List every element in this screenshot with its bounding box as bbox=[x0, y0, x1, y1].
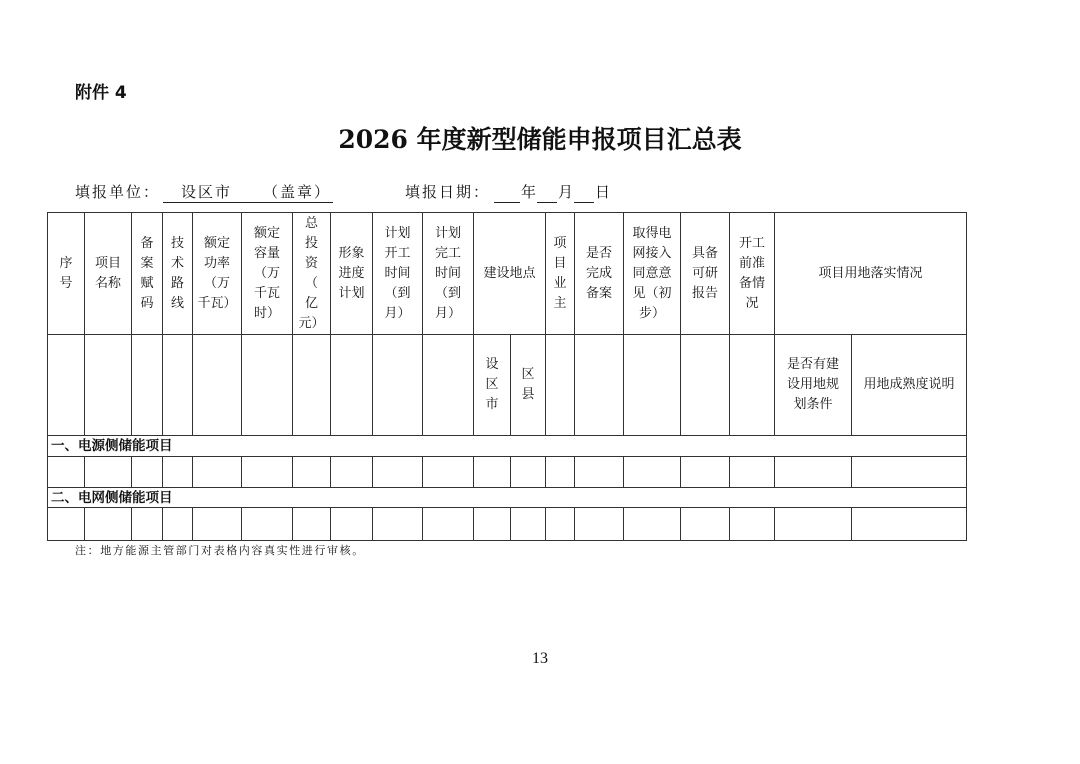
fill-year-unit: 年 bbox=[521, 183, 539, 201]
header-construction-site: 建设地点 bbox=[474, 213, 546, 335]
table-cell bbox=[624, 335, 681, 436]
table-cell bbox=[730, 335, 775, 436]
table-cell bbox=[48, 335, 85, 436]
table-cell bbox=[511, 508, 546, 541]
table-cell bbox=[132, 335, 163, 436]
table-cell bbox=[575, 508, 624, 541]
table-cell bbox=[423, 335, 474, 436]
table-cell bbox=[331, 335, 373, 436]
table-cell bbox=[242, 508, 293, 541]
project-summary-table bbox=[47, 212, 967, 541]
header-rated-capacity: 额定 容量 （万 千瓦 时） bbox=[242, 213, 293, 335]
fill-seal-note: （盖章） bbox=[263, 183, 332, 201]
section-row bbox=[48, 488, 967, 508]
table-cell bbox=[775, 508, 852, 541]
section-label-power-source: 一、电源侧储能项目 bbox=[48, 436, 967, 457]
table-cell bbox=[852, 457, 967, 488]
table-cell bbox=[85, 508, 132, 541]
table-cell bbox=[242, 335, 293, 436]
fill-date-label: 填报日期： bbox=[405, 183, 491, 201]
table-cell bbox=[852, 508, 967, 541]
table-cell bbox=[681, 335, 730, 436]
table-cell bbox=[193, 335, 242, 436]
table-note: 注：地方能源主管部门对表格内容真实性进行审核。 bbox=[75, 544, 365, 557]
table-cell bbox=[511, 457, 546, 488]
subheader-land-planning-conditions: 是否有建 设用地规 划条件 bbox=[775, 335, 852, 436]
header-pre-construction: 开工 前准 备情 况 bbox=[730, 213, 775, 335]
table-cell bbox=[474, 508, 511, 541]
table-row bbox=[48, 457, 967, 488]
table-cell bbox=[193, 457, 242, 488]
table-cell bbox=[193, 508, 242, 541]
header-planned-completion: 计划 完工 时间 （到 月） bbox=[423, 213, 474, 335]
table-cell bbox=[163, 457, 193, 488]
table-cell bbox=[423, 457, 474, 488]
header-planned-start: 计划 开工 时间 （到 月） bbox=[373, 213, 423, 335]
header-progress-plan: 形象 进度 计划 bbox=[331, 213, 373, 335]
fill-unit-label: 填报单位： bbox=[75, 183, 161, 201]
table-cell bbox=[132, 508, 163, 541]
header-technology-route: 技 术 路 线 bbox=[163, 213, 193, 335]
header-filing-completed: 是否 完成 备案 bbox=[575, 213, 624, 335]
table-cell bbox=[546, 457, 575, 488]
attachment-label: 附件 4 bbox=[75, 83, 127, 103]
table-cell bbox=[48, 457, 85, 488]
table-subheader-row bbox=[48, 335, 967, 436]
header-filing-code: 备 案 赋 码 bbox=[132, 213, 163, 335]
subheader-city: 设 区 市 bbox=[474, 335, 511, 436]
fill-day-unit: 日 bbox=[595, 183, 613, 201]
table-cell bbox=[624, 457, 681, 488]
fill-month-blank bbox=[537, 182, 557, 203]
table-cell bbox=[681, 508, 730, 541]
fill-year-blank bbox=[494, 182, 520, 203]
table-cell bbox=[681, 457, 730, 488]
fill-month-unit: 月 bbox=[558, 183, 576, 201]
table-cell bbox=[423, 508, 474, 541]
table-cell bbox=[293, 457, 331, 488]
fill-day-blank bbox=[574, 182, 594, 203]
table-cell bbox=[373, 508, 423, 541]
page-number: 13 bbox=[532, 650, 548, 667]
header-rated-power: 额定 功率 （万 千瓦） bbox=[193, 213, 242, 335]
fill-unit-value: 设区市 bbox=[181, 183, 233, 201]
table-cell bbox=[85, 335, 132, 436]
table-cell bbox=[242, 457, 293, 488]
table-header-row bbox=[48, 213, 967, 335]
table-cell bbox=[575, 457, 624, 488]
header-total-investment: 总 投 资 （ 亿 元） bbox=[293, 213, 331, 335]
table-cell bbox=[293, 335, 331, 436]
section-label-grid-side: 二、电网侧储能项目 bbox=[48, 488, 967, 508]
table-cell bbox=[163, 508, 193, 541]
table-cell bbox=[373, 335, 423, 436]
table-cell bbox=[474, 457, 511, 488]
subheader-land-maturity: 用地成熟度说明 bbox=[852, 335, 967, 436]
table-cell bbox=[775, 457, 852, 488]
table-cell bbox=[730, 457, 775, 488]
table-cell bbox=[331, 508, 373, 541]
table-cell bbox=[373, 457, 423, 488]
table-cell bbox=[546, 335, 575, 436]
header-serial-number: 序 号 bbox=[48, 213, 85, 335]
table-cell bbox=[293, 508, 331, 541]
table-cell bbox=[331, 457, 373, 488]
table-cell bbox=[48, 508, 85, 541]
header-land-status: 项目用地落实情况 bbox=[775, 213, 967, 335]
section-row bbox=[48, 436, 967, 457]
header-project-name: 项目 名称 bbox=[85, 213, 132, 335]
table-cell bbox=[575, 335, 624, 436]
table-cell bbox=[85, 457, 132, 488]
table-row bbox=[48, 508, 967, 541]
header-project-owner: 项 目 业 主 bbox=[546, 213, 575, 335]
table-cell bbox=[163, 335, 193, 436]
table-cell bbox=[730, 508, 775, 541]
table-cell bbox=[546, 508, 575, 541]
table-cell bbox=[624, 508, 681, 541]
document-title: 2026 年度新型储能申报项目汇总表 bbox=[338, 125, 742, 154]
table-cell bbox=[132, 457, 163, 488]
header-grid-access-opinion: 取得电 网接入 同意意 见（初 步） bbox=[624, 213, 681, 335]
subheader-county: 区 县 bbox=[511, 335, 546, 436]
header-feasibility-report: 具备 可研 报告 bbox=[681, 213, 730, 335]
